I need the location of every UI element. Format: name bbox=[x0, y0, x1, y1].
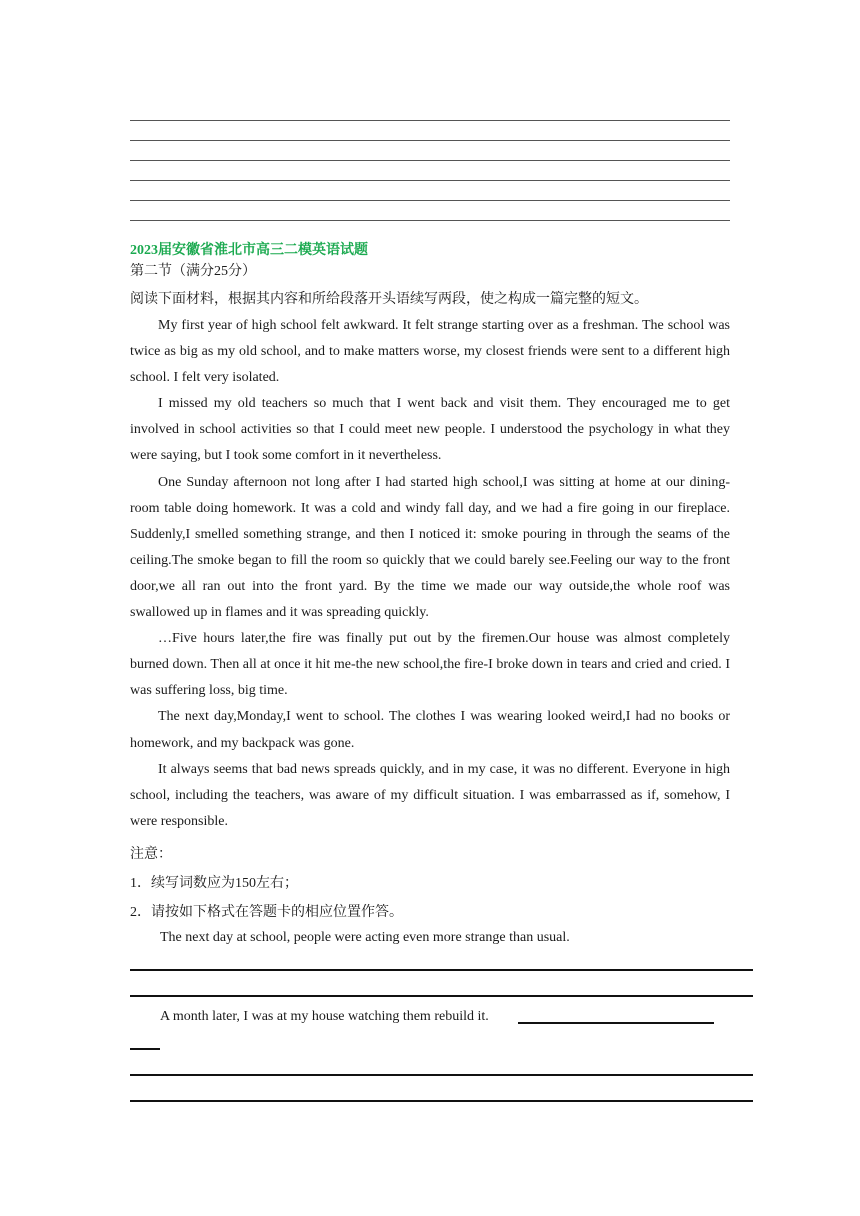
continuation-prompt-2: A month later, I was at my house watching them rebuild it. bbox=[160, 1009, 489, 1024]
note-item: 2．请按如下格式在答题卡的相应位置作答。 bbox=[130, 905, 403, 920]
reading-passage bbox=[130, 313, 730, 835]
passage-paragraph: The next day,Monday,I went to school. The clothes I was wearing looked weird,I had no books or homework, and my backpack was gone. bbox=[130, 709, 730, 751]
writing-line bbox=[130, 969, 753, 971]
task-instruction: 阅读下面材料，根据其内容和所给段落开头语续写两段，使之构成一篇完整的短文。 bbox=[130, 292, 648, 307]
writing-line bbox=[130, 1074, 753, 1076]
section-heading: 第二节（满分25分） bbox=[130, 264, 256, 279]
passage-paragraph: My first year of high school felt awkward. It felt strange starting over as a freshman. The school was twice as big as my old school, and to make matters worse, my closest friends were sent to a different high school. I felt very isolated. bbox=[130, 318, 730, 386]
note-item: 1．续写词数应为150左右； bbox=[130, 876, 298, 891]
answer-line bbox=[130, 120, 730, 121]
continuation-prompt-1: The next day at school, people were acting even more strange than usual. bbox=[160, 930, 570, 945]
writing-line bbox=[130, 1100, 753, 1102]
answer-line bbox=[130, 180, 730, 181]
notes-heading: 注意： bbox=[130, 847, 172, 862]
writing-line bbox=[518, 1022, 714, 1024]
notes-block bbox=[130, 840, 730, 927]
answer-line bbox=[130, 220, 730, 221]
answer-line bbox=[130, 140, 730, 141]
exam-title: 2023届安徽省淮北市高三二模英语试题 bbox=[130, 243, 368, 258]
answer-line bbox=[130, 200, 730, 201]
writing-line bbox=[130, 1048, 160, 1050]
writing-line bbox=[130, 995, 753, 997]
passage-paragraph: One Sunday afternoon not long after I had started high school,I was sitting at home at our dining-room table doing homework. It was a cold and windy fall day, and we had a fire going in our fireplace. Suddenly,I smelled something strange, and then I noticed it: smoke pouring in through the seams of the ceiling.The smoke began to fill the room so quickly that we could barely see.Feeling our way to the front door,we all ran out into the front yard. By the time we made our way outside,the whole roof was swallowed up in flames and it was spreading quickly. bbox=[130, 474, 730, 621]
passage-paragraph: …Five hours later,the fire was finally put out by the firemen.Our house was almost completely burned down. Then all at once it hit me-the new school,the fire-I broke down in tears and cried and cried. I was suffering loss, big time. bbox=[130, 631, 730, 699]
answer-line bbox=[130, 160, 730, 161]
passage-paragraph: I missed my old teachers so much that I went back and visit them. They encouraged me to get involved in school activities so that I could meet new people. I understood the psychology in what they were saying, but I took some comfort in it nevertheless. bbox=[130, 396, 730, 464]
passage-paragraph: It always seems that bad news spreads quickly, and in my case, it was no different. Everyone in high school, including the teachers, was aware of my difficult situation. I was embarrassed as if, somehow, I were responsible. bbox=[130, 761, 730, 829]
